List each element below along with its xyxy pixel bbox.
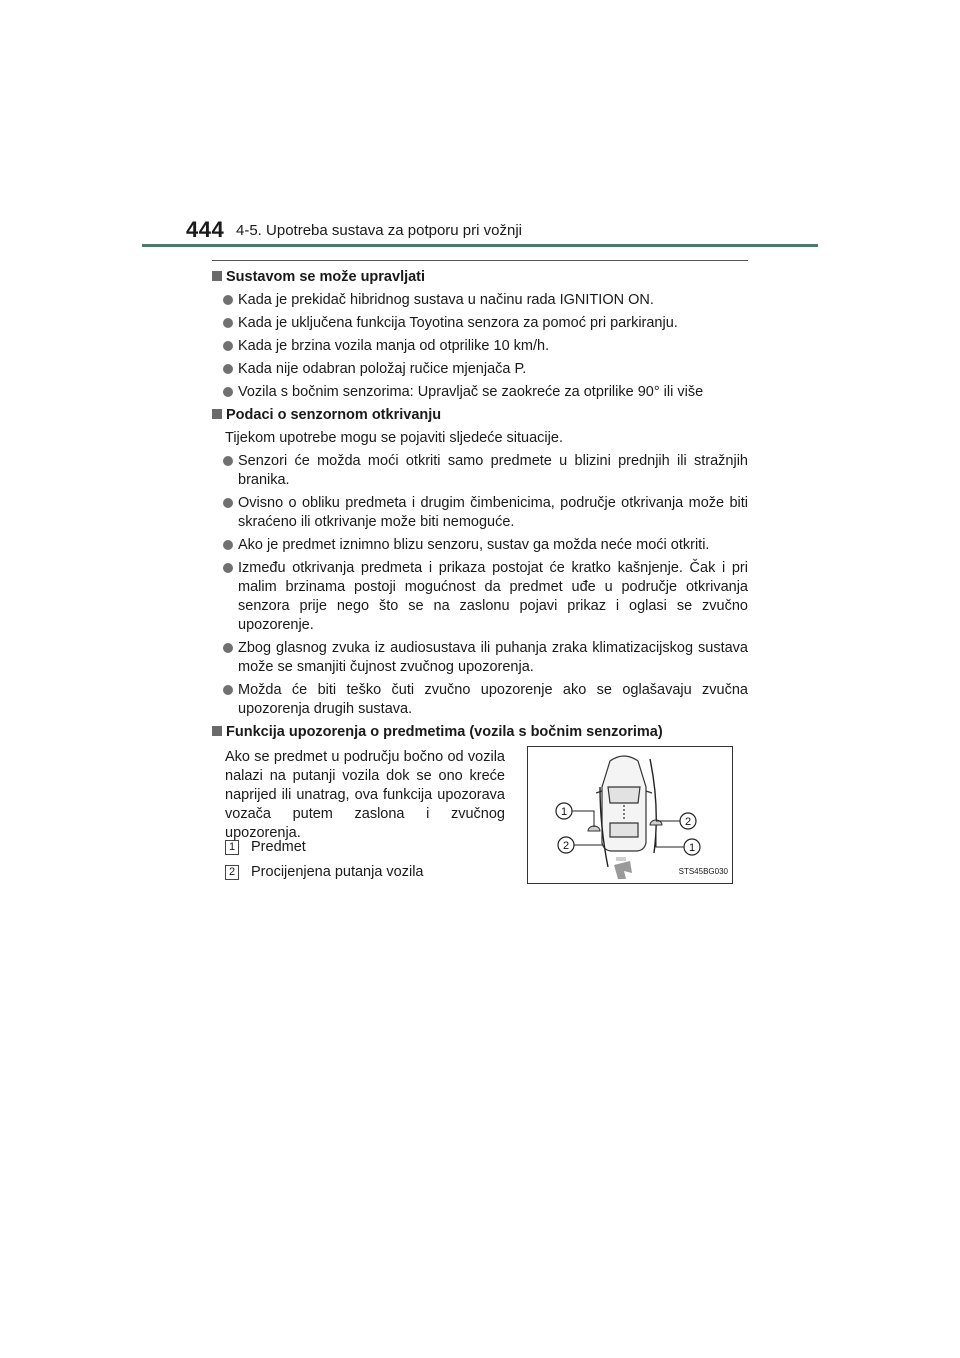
section-intro: Ako se predmet u području bočno od vozila nalazi na putanji vozila dok se ono kreće naprijed ili unatrag, ova funkcija upozorava vozača putem zaslona i zvučnog upozorenja. (225, 749, 505, 841)
car-icon (596, 756, 652, 851)
figure-code: STS45BG030 (678, 867, 728, 876)
circle-bullet-icon (223, 295, 233, 305)
legend-item (225, 838, 306, 857)
circle-bullet-icon (223, 563, 233, 573)
list-item: Zbog glasnog zvuka iz audiosustava ili puhanja zraka klimatizacijskog sustava može se smanjiti čujnost zvučnog upozorenja. (212, 639, 748, 677)
circle-bullet-icon (223, 540, 233, 550)
list-item: Možda će biti teško čuti zvučno upozorenje ako se oglašavaju zvučna upozorenja drugih sustava. (212, 681, 748, 719)
callout-number: 1 (688, 842, 696, 854)
list-item: Kada je prekidač hibridnog sustava u načinu rada IGNITION ON. (212, 291, 748, 310)
legend-number: 1 (225, 840, 239, 855)
square-bullet-icon (212, 726, 222, 736)
circle-bullet-icon (223, 456, 233, 466)
list-item: Kada je brzina vozila manja od otprilike 10 km/h. (212, 337, 748, 356)
legend-number: 2 (225, 865, 239, 880)
list-item: Vozila s bočnim senzorima: Upravljač se zaokreće za otprilike 90° ili više (212, 383, 748, 402)
legend-label: Predmet (251, 839, 306, 855)
arrow-icon (614, 857, 632, 879)
list-item: Kada nije odabran položaj ručice mjenjača P. (212, 360, 748, 379)
square-bullet-icon (212, 409, 222, 419)
circle-bullet-icon (223, 364, 233, 374)
circle-bullet-icon (223, 341, 233, 351)
figure-section (212, 746, 748, 896)
square-bullet-icon (212, 271, 222, 281)
list-item: Ako je predmet iznimno blizu senzoru, sustav ga možda neće moći otkriti. (212, 536, 748, 555)
list-item: Između otkrivanja predmeta i prikaza postojat će kratko kašnjenje. Čak i pri malim brzinama postoji mogućnost da predmet uđe u područje otkrivanja senzora prije nego što se na zaslonu pojavi prikaz i oglasi se zvučno upozorenje. (212, 559, 748, 635)
section-intro: Tijekom upotrebe mogu se pojaviti sljedeće situacije. (225, 430, 563, 446)
circle-bullet-icon (223, 318, 233, 328)
circle-bullet-icon (223, 685, 233, 695)
callout-number: 2 (562, 840, 570, 852)
callout-number: 1 (560, 806, 568, 818)
list-item: Kada je uključena funkcija Toyotina senzora za pomoć pri parkiranju. (212, 314, 748, 333)
circle-bullet-icon (223, 498, 233, 508)
circle-bullet-icon (223, 643, 233, 653)
circle-bullet-icon (223, 387, 233, 397)
legend-item (225, 863, 424, 882)
legend-label: Procijenjena putanja vozila (251, 864, 424, 880)
section-rule (212, 260, 748, 261)
car-sensor-figure (527, 746, 733, 884)
callout-number: 2 (684, 816, 692, 828)
section-heading: Sustavom se može upravljati (212, 268, 748, 287)
section-heading: Funkcija upozorenja o predmetima (vozila s bočnim senzorima) (212, 723, 748, 742)
chapter-title: 4-5. Upotreba sustava za potporu pri vožnji (236, 222, 522, 239)
page-content (212, 265, 748, 896)
list-item: Ovisno o obliku predmeta i drugim čimbenicima, područje otkrivanja može biti skraćeno ili otkrivanje može biti nemoguće. (212, 494, 748, 532)
list-item: Senzori će možda moći otkriti samo predmete u blizini prednjih ili stražnjih branika. (212, 452, 748, 490)
header-rule (142, 244, 818, 247)
page-number: 444 (186, 217, 225, 242)
section-heading: Podaci o senzornom otkrivanju (212, 406, 748, 425)
